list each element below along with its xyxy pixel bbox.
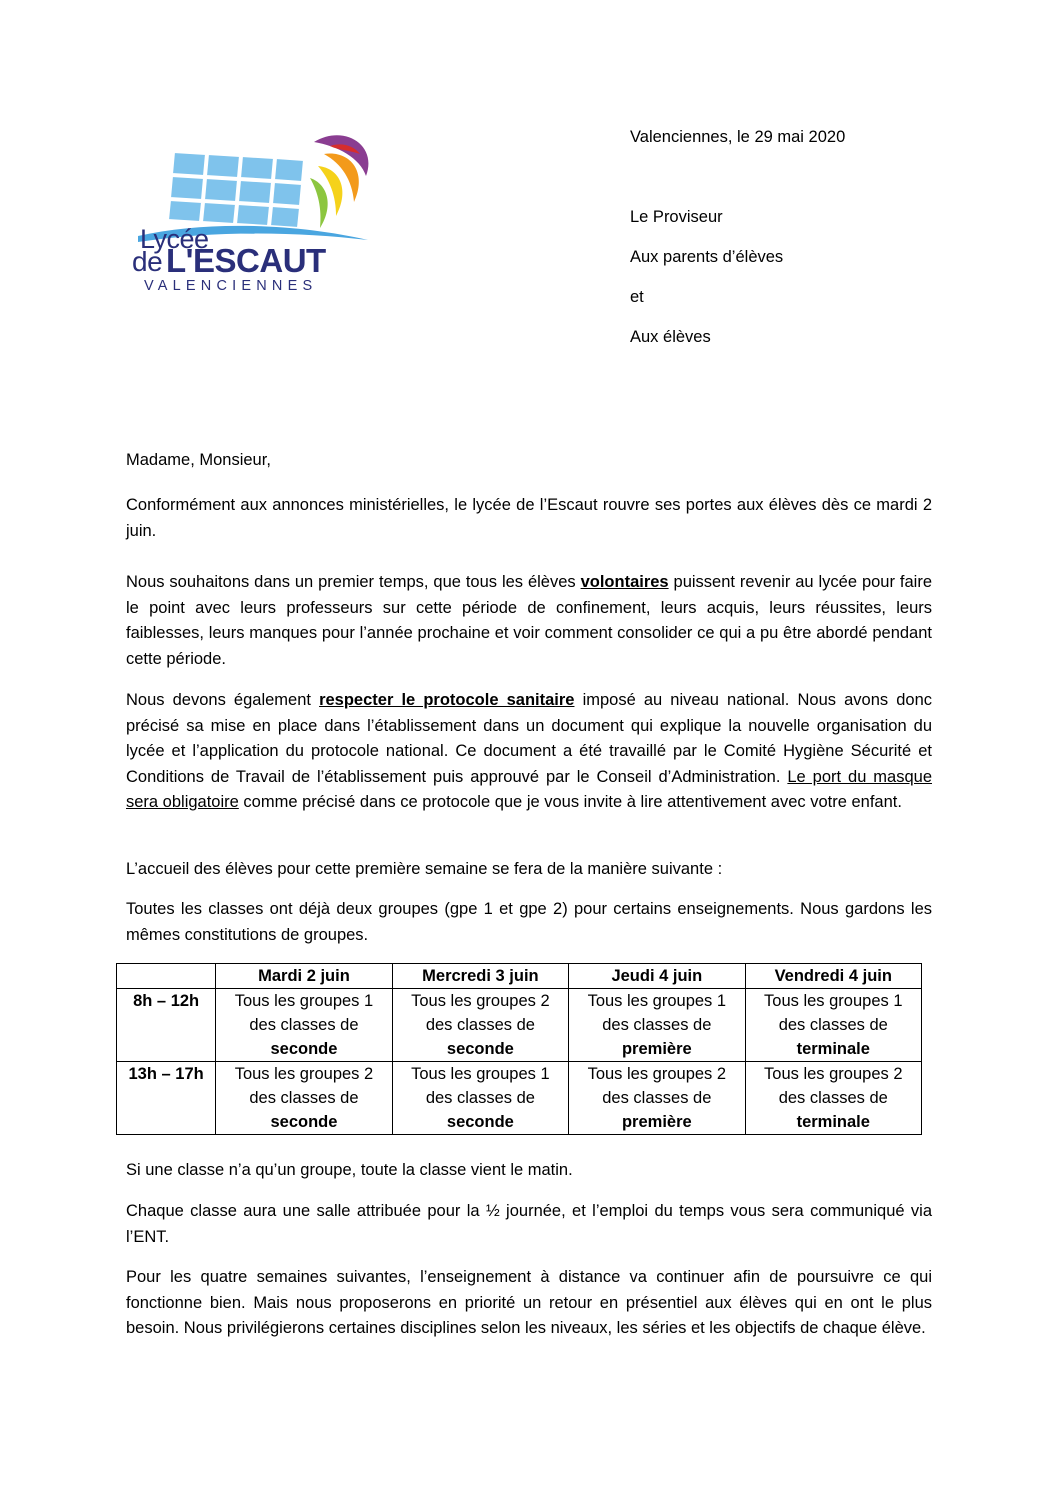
p2-emphasis: volontaires bbox=[580, 573, 669, 591]
cell-group: Tous les groupes 1 bbox=[234, 992, 374, 1010]
schedule-cell bbox=[216, 989, 392, 1062]
cell-level: terminale bbox=[796, 1040, 870, 1058]
date-line: Valenciennes, le 29 mai 2020 bbox=[630, 128, 846, 146]
paragraph-rooms: Chaque classe aura une salle attribuée pour la ½ journée, et l’emploi du temps vous sera communiqué via l’ENT. bbox=[126, 1202, 932, 1246]
header-cell-day: Mercredi 3 juin bbox=[392, 964, 568, 989]
header-cell-empty bbox=[117, 964, 216, 989]
cell-level: première bbox=[621, 1040, 692, 1058]
cell-of: des classes de bbox=[778, 1016, 888, 1034]
sender: Le Proviseur bbox=[630, 208, 723, 226]
cell-level: seconde bbox=[270, 1113, 338, 1131]
p3-mask-rule: Le port du masque sera obligatoire bbox=[126, 767, 932, 811]
schedule-cell bbox=[392, 1062, 568, 1135]
time-slot: 13h – 17h bbox=[117, 1062, 216, 1135]
schedule-cell bbox=[569, 989, 745, 1062]
logo-line-de: de bbox=[132, 246, 163, 277]
paragraph-intro-schedule: L’accueil des élèves pour cette première semaine se fera de la manière suivante : bbox=[126, 860, 723, 878]
p3-after: comme précisé dans ce protocole que je vous invite à lire attentivement avec votre enfant. bbox=[238, 793, 902, 811]
recipient-students: Aux élèves bbox=[630, 328, 711, 346]
paragraph-protocol bbox=[126, 688, 932, 816]
header-cell-day: Mardi 2 juin bbox=[216, 964, 392, 989]
paragraph-reopening: Conformément aux annonces ministérielles, le lycée de l’Escaut rouvre ses portes aux élèves dès ce mardi 2 juin. bbox=[126, 496, 932, 540]
cell-group: Tous les groupes 2 bbox=[411, 992, 550, 1010]
p3-before: Nous devons également bbox=[126, 691, 320, 709]
p3-middle: imposé au niveau national. Nous avons donc précisé sa mise en place dans l’établissement dans un document qui explique la nouvelle organisation du lycée et l’application du protocole national. Ce document a été travaillé par le Comité Hygiène Sécurité et Conditions de Travail de l’établissement puis approuvé par le Conseil d’Administration. bbox=[126, 691, 933, 786]
recipient-and: et bbox=[630, 288, 644, 306]
cell-of: des classes de bbox=[425, 1089, 535, 1107]
logo-line-city: VALENCIENNES bbox=[144, 278, 318, 294]
time-slot: 8h – 12h bbox=[117, 989, 216, 1062]
paragraph-volunteers bbox=[126, 570, 932, 672]
paragraph-groups: Toutes les classes ont déjà deux groupes (gpe 1 et gpe 2) pour certains enseignements. Nous gardons les mêmes constitutions de groupes. bbox=[126, 900, 932, 944]
schedule-row-morning bbox=[117, 989, 922, 1062]
schedule-header-row bbox=[117, 964, 922, 989]
p3-emphasis: respecter le protocole sanitaire bbox=[319, 691, 575, 709]
p2-after: puissent revenir au lycée pour faire le point avec leurs professeurs sur cette période de confinement, leurs acquis, leurs réussites, leurs faiblesses, leurs manques pour l’année prochaine et voir comment consolider ce qui a pu être abordé pendant cette période. bbox=[126, 573, 932, 668]
cell-of: des classes de bbox=[602, 1089, 712, 1107]
school-logo bbox=[128, 124, 378, 304]
logo-line-lycee: Lycée bbox=[140, 224, 209, 254]
schedule-cell bbox=[745, 989, 921, 1062]
cell-group: Tous les groupes 1 bbox=[587, 992, 727, 1010]
cell-group: Tous les groupes 2 bbox=[234, 1065, 374, 1083]
cell-of: des classes de bbox=[249, 1016, 359, 1034]
schedule-row-afternoon bbox=[117, 1062, 922, 1135]
cell-group: Tous les groupes 2 bbox=[764, 1065, 903, 1083]
schedule-cell bbox=[392, 989, 568, 1062]
cell-of: des classes de bbox=[602, 1016, 712, 1034]
cell-level: première bbox=[621, 1113, 692, 1131]
header-cell-day: Jeudi 4 juin bbox=[569, 964, 745, 989]
p2-before: Nous souhaitons dans un premier temps, que tous les élèves bbox=[126, 573, 581, 591]
logo-line-escaut: L'ESCAUT bbox=[166, 242, 326, 279]
schedule-table bbox=[116, 963, 922, 1135]
salutation: Madame, Monsieur, bbox=[126, 451, 271, 469]
schedule-cell bbox=[569, 1062, 745, 1135]
cell-level: terminale bbox=[796, 1113, 870, 1131]
paragraph-following-weeks: Pour les quatre semaines suivantes, l’enseignement à distance va continuer afin de poursuivre ce qui fonctionne bien. Mais nous proposerons en priorité un retour en présentiel aux élèves qui en ont le plus besoin. Nous privilégierons certaines disciplines selon les niveaux, les séries et les objectifs de chaque élève. bbox=[126, 1268, 932, 1337]
cell-of: des classes de bbox=[425, 1016, 535, 1034]
header-cell-day: Vendredi 4 juin bbox=[745, 964, 921, 989]
cell-group: Tous les groupes 1 bbox=[764, 992, 903, 1010]
schedule-cell bbox=[216, 1062, 392, 1135]
cell-of: des classes de bbox=[249, 1089, 359, 1107]
cell-level: seconde bbox=[446, 1040, 514, 1058]
schedule-cell bbox=[745, 1062, 921, 1135]
cell-group: Tous les groupes 1 bbox=[411, 1065, 550, 1083]
cell-level: seconde bbox=[270, 1040, 338, 1058]
cell-of: des classes de bbox=[778, 1089, 888, 1107]
recipient-parents: Aux parents d’élèves bbox=[630, 248, 784, 266]
cell-group: Tous les groupes 2 bbox=[587, 1065, 727, 1083]
cell-level: seconde bbox=[446, 1113, 514, 1131]
paragraph-single-group: Si une classe n’a qu’un groupe, toute la classe vient le matin. bbox=[126, 1161, 573, 1179]
